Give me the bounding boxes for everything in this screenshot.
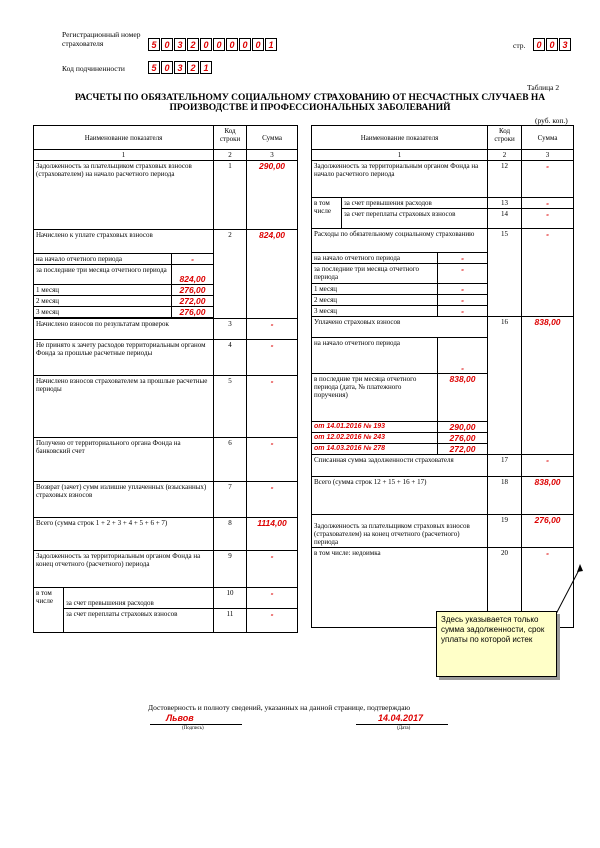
row-value: - [438,264,488,284]
row-value: 272,00 [438,444,488,455]
row-label: Списанная сумма задолженности страхователя [312,455,488,477]
digit-cell: 0 [239,38,251,51]
page-label: стр. [513,41,526,50]
digit-cell: 0 [161,61,173,74]
row-label: в том числе [34,588,64,633]
row-value: - [438,295,488,306]
row-value: - [438,306,488,317]
row-value: - [247,376,298,438]
row-value: - [522,229,574,317]
digit-cell: 5 [148,61,160,74]
note-callout: Здесь указывается только сумма задолженности, срок уплаты по которой истек [436,611,557,677]
row-label: за последние три месяца отчетного периода [312,264,438,284]
row-value: - [247,438,298,482]
row-value: - [247,588,298,609]
digit-cell: 0 [226,38,238,51]
row-code: 19 [488,515,522,548]
col-number: 3 [247,150,298,161]
row-label: Начислено к уплате страховых взносов [34,230,214,254]
row-value: - [247,340,298,376]
row-value: 276,00 [172,307,214,318]
confirm-statement: Достоверность и полноту сведений, указанных на данной странице, подтверждаю [148,703,411,712]
row-label: Задолженность за плательщиком страховых взносов (страхователем) на начало расчетного периода [34,161,214,230]
row-code: 7 [214,482,247,518]
row-code: 9 [214,551,247,588]
digit-cell: 0 [533,38,545,51]
subordination-cells [148,61,213,74]
col-number: 3 [522,150,574,161]
row-code: 6 [214,438,247,482]
row-label: Задолженность за территориальным органом Фонда на конец отчетного (расчетного) периода [34,551,214,588]
row-value: - [522,161,574,198]
col-number: 1 [34,150,214,161]
row-code: 8 [214,518,247,551]
row-value: 276,00 [438,433,488,444]
col-code-header: Код строки [214,126,247,150]
row-value: 838,00 [522,317,574,455]
row-label: за счет превышения расходов [342,198,488,209]
row-code: 14 [488,209,522,229]
row-label: 2 месяц [312,295,438,306]
row-value: - [172,254,214,265]
page-number-cells [533,38,572,51]
date-line [356,724,448,725]
row-value: 290,00 [247,161,298,230]
digit-cell: 3 [559,38,571,51]
row-label: Задолженность за плательщиком страховых взносов (страхователем) на конец отчетного (расчетного) периода [312,515,488,548]
row-label: за счет переплаты страховых взносов [342,209,488,229]
digit-cell: 0 [252,38,264,51]
row-value: - [522,209,574,229]
row-value: - [438,338,488,374]
signature: Львов [166,713,194,723]
row-code: 15 [488,229,522,317]
row-label: 1 месяц [34,285,172,296]
payment-order: от 14.01.2016 № 193 [312,422,438,433]
right-table [311,125,574,628]
payment-order: от 14.03.2016 № 278 [312,444,438,455]
row-value: - [522,548,574,628]
row-code: 13 [488,198,522,209]
col-number: 2 [214,150,247,161]
row-code: 20 [488,548,522,628]
col-name-header: Наименование показателя [312,126,488,150]
digit-cell: 0 [213,38,225,51]
row-value: - [247,609,298,633]
digit-cell: 5 [148,38,160,51]
row-value: 838,00 [522,477,574,515]
row-label: в том числе: недоимка [312,548,488,628]
row-label: Уплачено страховых взносов [312,317,488,338]
row-code: 12 [488,161,522,198]
row-code: 16 [488,317,522,455]
row-label: Возврат (зачет) сумм излишне уплаченных (взысканных) страховых взносов [34,482,214,518]
row-code: 11 [214,609,247,633]
row-value: - [247,551,298,588]
digit-cell: 1 [200,61,212,74]
row-label: 2 месяц [34,296,172,307]
date-caption: (Дата) [397,726,411,731]
row-label: Получено от территориального органа Фонда на банковский счет [34,438,214,482]
row-value: - [522,198,574,209]
row-label: Всего (сумма строк 1 + 2 + 3 + 4 + 5 + 6 + 7) [34,518,214,551]
row-label: 3 месяц [312,306,438,317]
signing-date: 14.04.2017 [378,713,424,723]
row-value: - [247,319,298,340]
row-code: 4 [214,340,247,376]
table-number: Таблица 2 [527,83,560,92]
row-label: Начислено взносов страхователем за прошлые расчетные периоды [34,376,214,438]
row-code: 5 [214,376,247,438]
row-code: 1 [214,161,247,230]
row-value: - [438,284,488,295]
digit-cell: 0 [200,38,212,51]
signature-caption: (Подпись) [182,726,204,731]
payment-order: от 12.02.2016 № 243 [312,433,438,444]
row-label: за последние три месяца отчетного периода [34,265,172,285]
signature-line [150,724,242,725]
digit-cell: 2 [187,61,199,74]
row-value: 276,00 [522,515,574,548]
row-label: на начало отчетного периода [34,254,172,265]
page-title: РАСЧЕТЫ ПО ОБЯЗАТЕЛЬНОМУ СОЦИАЛЬНОМУ СТРАХОВАНИЮ ОТ НЕСЧАСТНЫХ СЛУЧАЕВ НА ПРОИЗВОДСТВЕ И ПРОФЕССИОНАЛЬНЫХ ЗАБОЛЕВАНИЙ [74,93,546,113]
row-label: в последние три месяца отчетного периода (дата, № платежного поручения) [312,374,438,422]
row-label: 1 месяц [312,284,438,295]
row-label: за счет превышения расходов [64,588,214,609]
digit-cell: 3 [174,38,186,51]
row-value: 276,00 [172,285,214,296]
col-number: 2 [488,150,522,161]
reg-number-cells [148,38,278,51]
row-value: 824,00 [172,265,214,285]
col-code-header: Код строки [488,126,522,150]
row-label: Задолженность за территориальным органом Фонда на начало расчетного периода [312,161,488,198]
row-value: 272,00 [172,296,214,307]
row-value: - [247,482,298,518]
digit-cell: 1 [265,38,277,51]
row-value: 290,00 [438,422,488,433]
row-value: 838,00 [438,374,488,422]
row-code: 18 [488,477,522,515]
row-value: - [438,253,488,264]
row-label: в том числе [312,198,342,229]
row-value: 1114,00 [247,518,298,551]
left-table [33,125,298,633]
row-value: - [522,455,574,477]
col-sum-header: Сумма [247,126,298,150]
row-label: Всего (сумма строк 12 + 15 + 16 + 17) [312,477,488,515]
digit-cell: 3 [174,61,186,74]
units-label: (руб. коп.) [535,116,568,125]
row-label: Расходы по обязательному социальному страхованию [312,229,488,253]
digit-cell: 2 [187,38,199,51]
col-number: 1 [312,150,488,161]
row-value: 824,00 [247,230,298,319]
row-label: 3 месяц [34,307,172,318]
row-label: Начислено взносов по результатам проверок [34,319,214,340]
digit-cell: 0 [161,38,173,51]
subordination-label: Код подчиненности [62,64,125,73]
row-label: за счет переплаты страховых взносов [64,609,214,633]
row-label: на начало отчетного периода [312,253,438,264]
col-sum-header: Сумма [522,126,574,150]
row-label: Не принято к зачету расходов территориальным органом Фонда за прошлые расчетные периоды [34,340,214,376]
row-code: 17 [488,455,522,477]
row-code: 3 [214,319,247,340]
reg-number-label: Регистрационный номер страхователя [62,30,141,48]
row-code: 2 [214,230,247,319]
digit-cell: 0 [546,38,558,51]
row-label: на начало отчетного периода [312,338,438,374]
col-name-header: Наименование показателя [34,126,214,150]
row-code: 10 [214,588,247,609]
